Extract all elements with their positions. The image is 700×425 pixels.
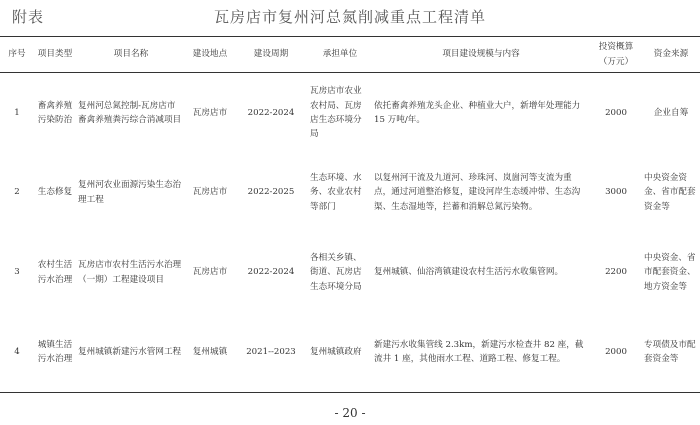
table-row	[0, 73, 700, 153]
cell-location: 瓦房店市	[192, 187, 228, 198]
page-title: 瓦房店市复州河总氮削减重点工程清单	[213, 8, 486, 26]
cell-type: 农村生活污水治理	[37, 260, 73, 285]
table-row	[0, 233, 700, 313]
col-header-name: 项目名称	[76, 37, 186, 73]
cell-no: 2	[14, 187, 20, 198]
col-header-location: 建设地点	[186, 37, 234, 73]
col-header-type: 项目类型	[34, 37, 76, 73]
table-row	[0, 153, 700, 233]
cell-content: 新建污水收集管线 2.3km，新建污水检查井 82 座，截流井 1 座，其他雨水工程、道路工程、修复工程。	[372, 313, 590, 393]
cell-type: 畜禽养殖污染防治	[37, 100, 73, 125]
page-number: - 20 -	[334, 406, 366, 420]
cell-name: 复州河农业面源污染生态治理工程	[78, 180, 182, 205]
cell-unit: 各相关乡镇、街道、瓦房店生态环境分局	[310, 253, 362, 292]
cell-type: 生态修复	[37, 187, 73, 198]
annex-label: 附表	[12, 8, 45, 26]
cell-name: 瓦房店市农村生活污水治理（一期）工程建设项目	[78, 260, 182, 285]
cell-period: 2022-2025	[247, 187, 295, 198]
col-header-investment: 投资概算（万元）	[590, 37, 642, 73]
cell-period: 2022-2024	[247, 267, 295, 278]
cell-name: 复州河总氮控制-瓦房店市畜禽养殖粪污综合消减项目	[78, 100, 182, 125]
col-header-no: 序号	[0, 37, 34, 73]
col-header-period: 建设周期	[234, 37, 308, 73]
cell-content: 依托畜禽养殖龙头企业、种植业大户，新增年处理能力 15 万吨/年。	[374, 100, 581, 125]
col-header-content: 项目建设规模与内容	[372, 37, 590, 73]
cell-funding: 专项债及市配套资金等	[642, 313, 700, 393]
cell-no: 3	[14, 267, 20, 278]
cell-funding: 企业自筹	[653, 107, 689, 118]
cell-content: 复州城镇、仙浴湾镇建设农村生活污水收集管网。	[374, 267, 564, 278]
cell-period: 2021--2023	[234, 313, 308, 393]
cell-unit: 生态环境、水务、农业农村等部门	[310, 173, 362, 212]
cell-location: 瓦房店市	[192, 267, 228, 278]
table-row	[0, 313, 700, 393]
cell-funding: 中央资金资金、省市配套资金等	[644, 173, 696, 212]
project-table	[0, 36, 700, 393]
cell-unit: 瓦房店市农业农村局、瓦房店生态环境分局	[310, 86, 362, 139]
cell-location: 复州城镇	[186, 313, 234, 393]
cell-investment: 2200	[605, 267, 627, 278]
cell-no: 1	[14, 107, 20, 118]
cell-no: 4	[0, 313, 34, 393]
cell-location: 瓦房店市	[192, 107, 228, 118]
col-header-unit: 承担单位	[308, 37, 372, 73]
table-header-row	[0, 37, 700, 73]
cell-name: 复州城镇新建污水管网工程	[76, 313, 186, 393]
cell-period: 2022-2024	[247, 107, 295, 118]
col-header-funding: 资金来源	[642, 37, 700, 73]
cell-type: 城镇生活污水治理	[34, 313, 76, 393]
cell-investment: 3000	[605, 187, 627, 198]
cell-investment: 2000	[605, 107, 627, 118]
page-header	[0, 0, 700, 34]
cell-unit: 复州城镇政府	[308, 313, 372, 393]
cell-funding: 中央资金、省市配套资金、地方资金等	[644, 253, 696, 292]
cell-investment: 2000	[590, 313, 642, 393]
cell-content: 以复州河干流及九道河、珍珠河、岚崮河等支流为重点，通过河道整治修复，建设河岸生态缓冲带、生态沟渠、生态湿地等，拦蓄和消解总氮污染物。	[374, 173, 581, 212]
